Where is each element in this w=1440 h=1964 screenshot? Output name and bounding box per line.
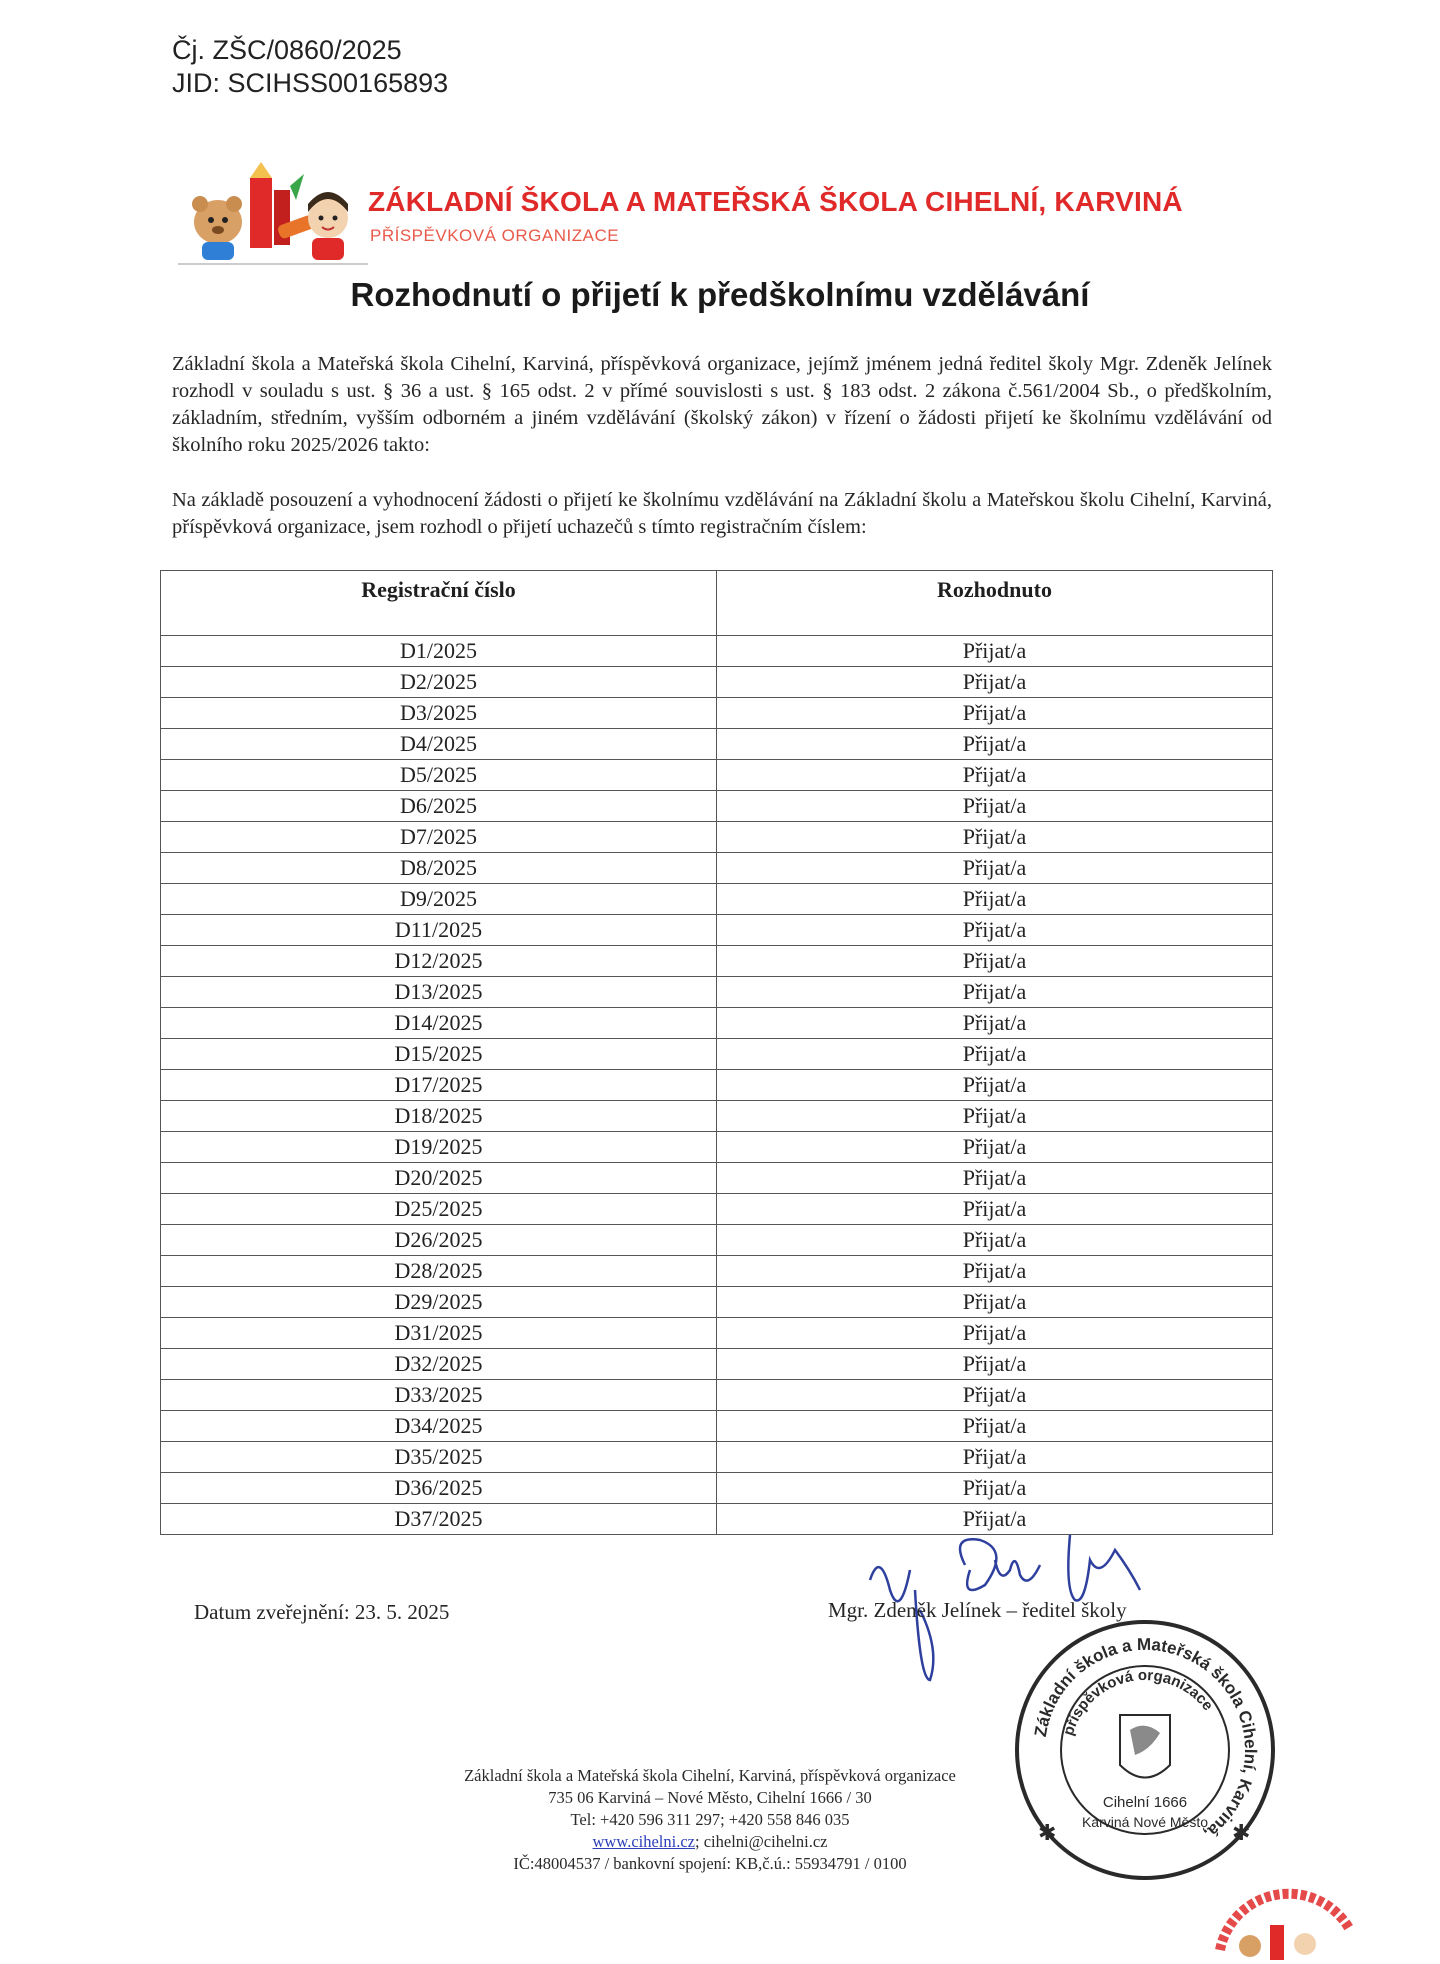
registration-number-cell: D33/2025	[161, 1380, 717, 1411]
decision-cell: Přijat/a	[717, 822, 1273, 853]
registration-number-cell: D32/2025	[161, 1349, 717, 1380]
registration-number-cell: D6/2025	[161, 791, 717, 822]
decision-cell: Přijat/a	[717, 729, 1273, 760]
table-row	[161, 1318, 1273, 1349]
registration-number-cell: D35/2025	[161, 1442, 717, 1473]
registration-number-cell: D36/2025	[161, 1473, 717, 1504]
table-row	[161, 1256, 1273, 1287]
decision-cell: Přijat/a	[717, 1194, 1273, 1225]
decision-cell: Přijat/a	[717, 791, 1273, 822]
table-row	[161, 1380, 1273, 1411]
decision-cell: Přijat/a	[717, 1070, 1273, 1101]
letterhead	[178, 160, 1238, 270]
reference-block	[172, 34, 448, 100]
table-row	[161, 667, 1273, 698]
table-row	[161, 1225, 1273, 1256]
stamp-ring-text: Základní škola a Mateřská škola Cihelní, Karviná,	[1030, 1634, 1261, 1844]
footer-phone: Tel: +420 596 311 297; +420 558 846 035	[570, 1810, 850, 1829]
decision-cell: Přijat/a	[717, 884, 1273, 915]
table-row	[161, 698, 1273, 729]
registration-number-cell: D12/2025	[161, 946, 717, 977]
footer-address: 735 06 Karviná – Nové Město, Cihelní 1666 / 30	[548, 1788, 872, 1807]
decision-cell: Přijat/a	[717, 1473, 1273, 1504]
table-row	[161, 822, 1273, 853]
registration-table	[160, 570, 1273, 1535]
stamp-address-line2: Karviná Nové Město	[1081, 1814, 1209, 1830]
decision-cell: Přijat/a	[717, 1349, 1273, 1380]
registration-number-cell: D3/2025	[161, 698, 717, 729]
table-row	[161, 946, 1273, 977]
table-row	[161, 1194, 1273, 1225]
table-row	[161, 1070, 1273, 1101]
registration-number-cell: D25/2025	[161, 1194, 717, 1225]
registration-number-cell: D5/2025	[161, 760, 717, 791]
decision-cell: Přijat/a	[717, 1504, 1273, 1535]
table-row	[161, 1287, 1273, 1318]
table-row	[161, 977, 1273, 1008]
decision-cell: Přijat/a	[717, 1132, 1273, 1163]
registration-number-cell: D8/2025	[161, 853, 717, 884]
registration-number-cell: D2/2025	[161, 667, 717, 698]
school-name: ZÁKLADNÍ ŠKOLA A MATEŘSKÁ ŠKOLA CIHELNÍ, KARVINÁ	[368, 186, 1183, 217]
decision-cell: Přijat/a	[717, 915, 1273, 946]
registration-number-cell: D19/2025	[161, 1132, 717, 1163]
document-title: Rozhodnutí o přijetí k předškolnímu vzdělávání	[350, 276, 1090, 313]
registration-number-cell: D29/2025	[161, 1287, 717, 1318]
registration-number-cell: D4/2025	[161, 729, 717, 760]
registration-number-cell: D37/2025	[161, 1504, 717, 1535]
decision-cell: Přijat/a	[717, 1225, 1273, 1256]
stamp-inner-text: příspěvková organizace	[1059, 1666, 1217, 1738]
decision-cell: Přijat/a	[717, 1380, 1273, 1411]
footer-school-name: Základní škola a Mateřská škola Cihelní, Karviná, příspěvková organizace	[464, 1766, 956, 1785]
decision-cell: Přijat/a	[717, 1039, 1273, 1070]
official-stamp-icon	[1010, 1615, 1280, 1885]
signer-name: Mgr. Zdeněk Jelínek – ředitel školy	[828, 1598, 1127, 1622]
column-header-decision: Rozhodnuto	[717, 571, 1273, 636]
publication-date: Datum zveřejnění: 23. 5. 2025	[194, 1600, 450, 1624]
table-row	[161, 1008, 1273, 1039]
table-row	[161, 853, 1273, 884]
registration-number-cell: D1/2025	[161, 636, 717, 667]
table-row	[161, 1101, 1273, 1132]
decision-cell: Přijat/a	[717, 1101, 1273, 1132]
footer-bank-info: IČ:48004537 / bankovní spojení: KB,č.ú.: 55934791 / 0100	[513, 1854, 907, 1873]
table-row	[161, 884, 1273, 915]
table-row	[161, 1411, 1273, 1442]
registration-number-cell: D31/2025	[161, 1318, 717, 1349]
decision-cell: Přijat/a	[717, 667, 1273, 698]
table-row	[161, 1349, 1273, 1380]
footer-email: ; cihelni@cihelni.cz	[695, 1832, 828, 1851]
registration-number-cell: D7/2025	[161, 822, 717, 853]
table-header-row	[161, 571, 1273, 636]
table-row	[161, 1039, 1273, 1070]
table-row	[161, 1442, 1273, 1473]
stamp-star-left-icon: ✱	[1038, 1821, 1057, 1846]
decision-cell: Přijat/a	[717, 853, 1273, 884]
table-body	[161, 636, 1273, 1535]
registration-number-cell: D28/2025	[161, 1256, 717, 1287]
table-row	[161, 791, 1273, 822]
decision-cell: Přijat/a	[717, 1163, 1273, 1194]
footer-website-link[interactable]: www.cihelni.cz	[592, 1832, 695, 1851]
decision-cell: Přijat/a	[717, 1256, 1273, 1287]
registration-number-cell: D26/2025	[161, 1225, 717, 1256]
decision-cell: Přijat/a	[717, 1287, 1273, 1318]
registration-number-cell: D34/2025	[161, 1411, 717, 1442]
school-mascot-logo-icon	[178, 160, 368, 270]
registration-number-cell: D9/2025	[161, 884, 717, 915]
decision-cell: Přijat/a	[717, 760, 1273, 791]
registration-number-cell: D13/2025	[161, 977, 717, 1008]
decision-cell: Přijat/a	[717, 977, 1273, 1008]
intro-paragraph: Základní škola a Mateřská škola Cihelní, Karviná, příspěvková organizace, jejímž jménem jedná ředitel školy Mgr. Zdeněk Jelínek rozhodl v souladu s ust. § 36 a ust. § 165 odst. 2 v přímé souvislosti s ust. § 183 odst. 2 zákona č.561/2004 Sb., o předškolním, základním, středním, vyšším odborném a jiném vzdělávání (školský zákon) v řízení o žádosti přijetí ke školnímu vzdělávání od školního roku 2025/2026 takto:	[172, 353, 1272, 456]
stamp-star-right-icon: ✱	[1232, 1821, 1251, 1846]
column-header-registration: Registrační číslo	[161, 571, 717, 636]
stamp-address-line1: Cihelní 1666	[1102, 1794, 1188, 1811]
decision-cell: Přijat/a	[717, 698, 1273, 729]
table-row	[161, 729, 1273, 760]
table-row	[161, 915, 1273, 946]
table-row	[161, 1163, 1273, 1194]
table-row	[161, 1473, 1273, 1504]
table-row	[161, 760, 1273, 791]
registration-number-cell: D14/2025	[161, 1008, 717, 1039]
decision-cell: Přijat/a	[717, 946, 1273, 977]
footer-web-email	[380, 1831, 1040, 1853]
decision-cell: Přijat/a	[717, 1318, 1273, 1349]
corner-school-logo-icon	[1210, 1880, 1360, 1964]
decision-cell: Přijat/a	[717, 636, 1273, 667]
school-subtitle: PŘÍSPĚVKOVÁ ORGANIZACE	[370, 226, 620, 245]
registration-number-cell: D20/2025	[161, 1163, 717, 1194]
registration-number-cell: D15/2025	[161, 1039, 717, 1070]
registration-number-cell: D17/2025	[161, 1070, 717, 1101]
jid-number: JID: SCIHSS00165893	[172, 68, 449, 98]
decision-cell: Přijat/a	[717, 1411, 1273, 1442]
table-row	[161, 636, 1273, 667]
decision-cell: Přijat/a	[717, 1008, 1273, 1039]
reference-number: Čj. ZŠC/0860/2025	[172, 35, 402, 65]
footer-contact	[380, 1765, 1040, 1875]
registration-number-cell: D18/2025	[161, 1101, 717, 1132]
decision-paragraph: Na základě posouzení a vyhodnocení žádosti o přijetí ke školnímu vzdělávání na Základní školu a Mateřskou školu Cihelní, Karviná, příspěvková organizace, jsem rozhodl o přijetí uchazečů s tímto registračním číslem:	[172, 489, 1272, 538]
decision-cell: Přijat/a	[717, 1442, 1273, 1473]
table-row	[161, 1132, 1273, 1163]
registration-number-cell: D11/2025	[161, 915, 717, 946]
